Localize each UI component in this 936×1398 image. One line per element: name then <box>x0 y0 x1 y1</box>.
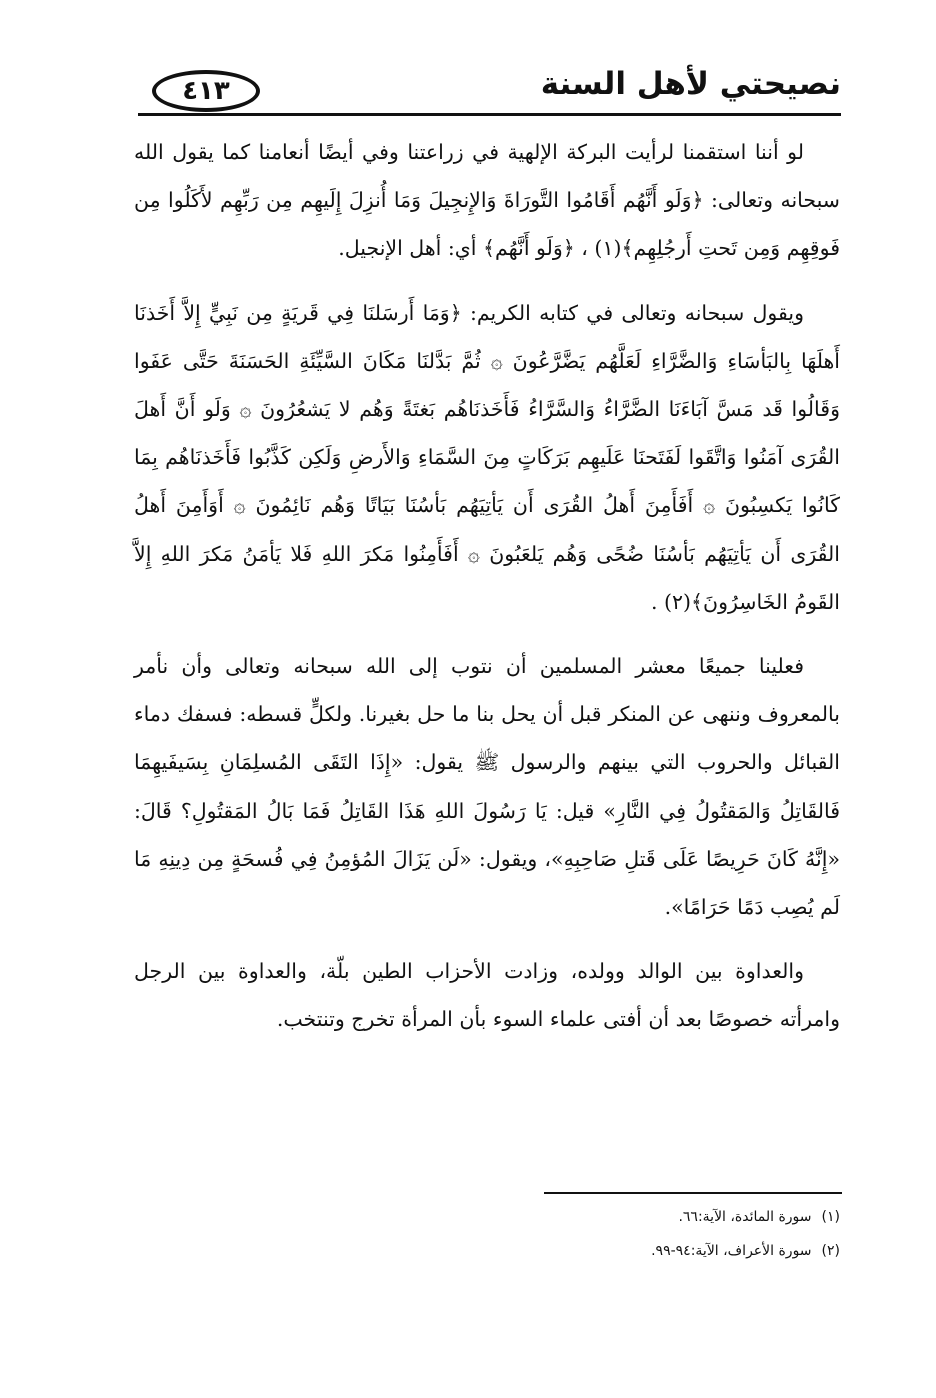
page-number-badge: ٤١٣ <box>152 70 260 112</box>
footnote-number: (٢) <box>821 1243 840 1259</box>
footnote-rule <box>544 1192 842 1194</box>
footnote-number: (١) <box>821 1209 840 1225</box>
footnote-2 <box>520 1234 840 1268</box>
footnotes <box>520 1200 840 1268</box>
running-title: نصيحتي لأهل السنة <box>540 66 841 102</box>
footnote-1 <box>520 1200 840 1234</box>
paragraph-2: ويقول سبحانه وتعالى في كتابه الكريم: ﴿وَمَا أَرسَلنَا فِي قَريَةٍ مِن نَبِيٍّ إِلاَّ أَخَذنَا أَهلَهَا بِالبَأسَاءِ وَالضَّرَّاءِ لَعَلَّهُم يَضَّرَّعُونَ ۞ ثُمَّ بَدَّلنَا مَكَانَ السَّيِّئَةِ الحَسَنَةَ حَتَّى عَفَوا وَقَالُوا قَد مَسَّ آبَاءَنَا الضَّرَّاءُ وَالسَّرَّاءُ فَأَخَذنَاهُم بَغتَةً وَهُم لا يَشعُرُونَ ۞ وَلَو أَنَّ أَهلَ القُرَى آمَنُوا وَاتَّقَوا لَفَتَحنَا عَلَيهِم بَرَكَاتٍ مِنَ السَّمَاءِ وَالأَرضِ وَلَكِن كَذَّبُوا فَأَخَذنَاهُم بِمَا كَانُوا يَكسِبُونَ ۞ أَفَأَمِنَ أَهلُ القُرَى أَن يَأتِيَهُم بَأسُنَا بَيَاتًا وَهُم نَائِمُونَ ۞ أَوَأَمِنَ أَهلُ القُرَى أَن يَأتِيَهُم بَأسُنَا ضُحًى وَهُم يَلعَبُونَ ۞ أَفَأَمِنُوا مَكرَ اللهِ فَلا يَأمَنُ مَكرَ اللهِ إِلاَّ القَومُ الخَاسِرُونَ﴾(٢) . <box>134 300 840 614</box>
footnote-text: سورة المائدة، الآية:٦٦. <box>678 1209 812 1225</box>
footnote-text: سورة الأعراف، الآية:٩٤-٩٩. <box>651 1243 812 1259</box>
paragraph-1: لو أننا استقمنا لرأيت البركة الإلهية في زراعتنا وفي أيضًا أنعامنا كما يقول الله سبحانه وتعالى: ﴿وَلَو أَنَّهُم أَقَامُوا التَّورَاةَ وَالإِنجِيلَ وَمَا أُنزِلَ إِلَيهِم مِن رَبِّهِم لأَكَلُوا مِن فَوقِهِم وَمِن تَحتِ أَرجُلِهِم﴾(١) ، ﴿وَلَو أَنَّهُم﴾ أي: أهل الإنجيل. <box>134 140 840 261</box>
header-rule <box>138 113 841 116</box>
paragraph-4: والعداوة بين الوالد وولده، وزادت الأحزاب الطين بلّة، والعداوة بين الرجل وامرأته خصوصًا بعد أن أفتى علماء السوء بأن المرأة تخرج وتنتخب. <box>134 959 840 1032</box>
paragraph-3: فعلينا جميعًا معشر المسلمين أن نتوب إلى الله سبحانه وتعالى وأن نأمر بالمعروف وننهى عن المنكر قبل أن يحل بنا ما حل بغيرنا. ولكلٍّ قسطه: فسفك دماء القبائل والحروب التي بينهم والرسول ﷺ يقول: «إِذَا التَقَى المُسلِمَانِ بِسَيفَيهِمَا فَالقَاتِلُ وَالمَقتُولُ فِي النَّارِ» قيل: يَا رَسُولَ اللهِ هَذَا القَاتِلُ فَمَا بَالُ المَقتُولِ؟ قَالَ: «إِنَّهُ كَانَ حَرِيصًا عَلَى قَتلِ صَاحِبِهِ»، ويقول: «لَن يَزَالَ المُؤمِنُ فِي فُسحَةٍ مِن دِينِهِ مَا لَم يُصِب دَمًا حَرَامًا». <box>134 654 840 920</box>
main-text <box>134 128 840 1044</box>
